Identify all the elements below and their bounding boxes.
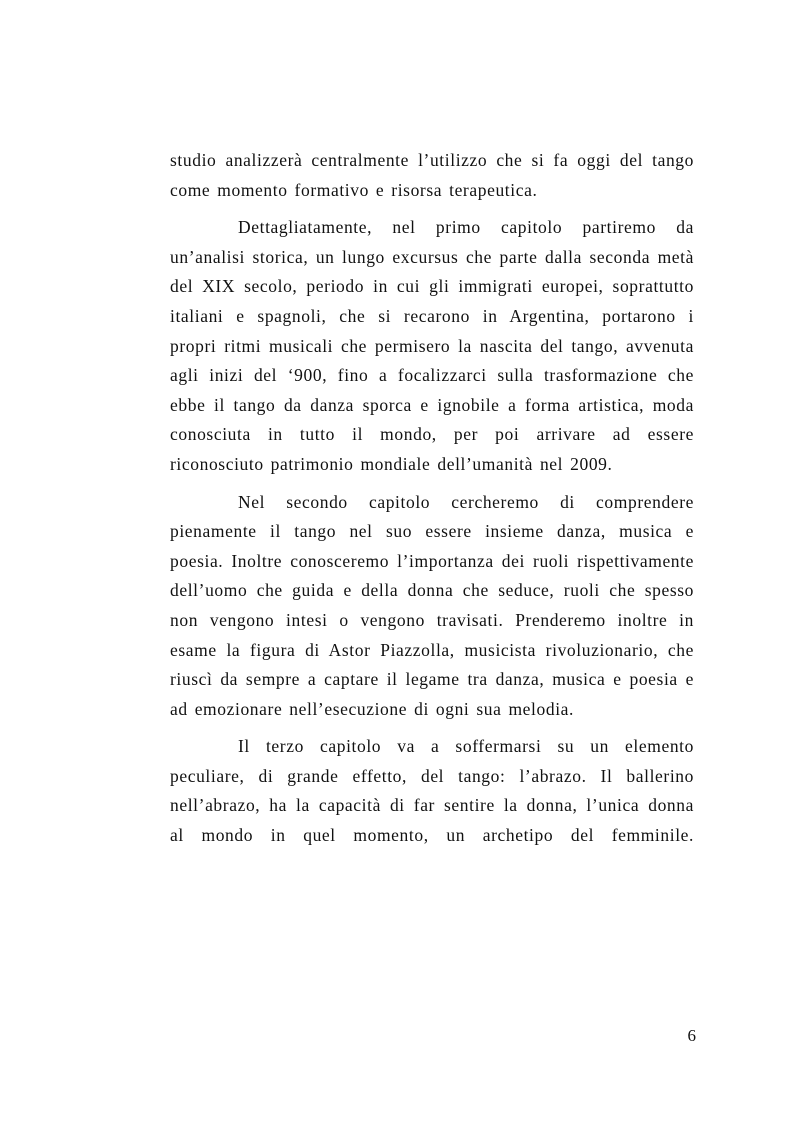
paragraph-second-chapter: Nel secondo capitolo cercheremo di comprendere pienamente il tango nel suo essere insieme danza, musica e poesia. Inoltre conosceremo l’importanza dei ruoli rispettivamente dell’uomo che guida e della donna che seduce, ruoli che spesso non vengono intesi o vengono travisati. Prenderemo inoltre in esame la figura di Astor Piazzolla, musicista rivoluzionario, che riuscì da sempre a captare il legame tra danza, musica e poesia e ad emozionare nell’esecuzione di ogni sua melodia.: [170, 491, 694, 719]
page-number: 6: [687, 1026, 696, 1045]
body-text: [170, 146, 694, 859]
paragraph-first-chapter: Dettagliatamente, nel primo capitolo partiremo da un’analisi storica, un lungo excursus che parte dalla seconda metà del XIX secolo, periodo in cui gli immigrati europei, soprattutto italiani e spagnoli, che si recarono in Argentina, portarono i propri ritmi musicali che permisero la nascita del tango, avvenuta agli inizi del ‘900, fino a focalizzarci sulla trasformazione che ebbe il tango da danza sporca e ignobile a forma artistica, moda conosciuta in tutto il mondo, per poi arrivare ad essere riconosciuto patrimonio mondiale dell’umanità nel 2009.: [170, 217, 694, 474]
paragraph-continuation: studio analizzerà centralmente l’utilizzo che si fa oggi del tango come momento formativo e risorsa terapeutica.: [170, 150, 694, 200]
paragraph-third-chapter: Il terzo capitolo va a soffermarsi su un elemento peculiare, di grande effetto, del tango: l’abrazo. Il ballerino nell’abrazo, ha la capacità di far sentire la donna, l’unica donna al mondo in quel momento, un archetipo del femminile.: [170, 736, 694, 846]
